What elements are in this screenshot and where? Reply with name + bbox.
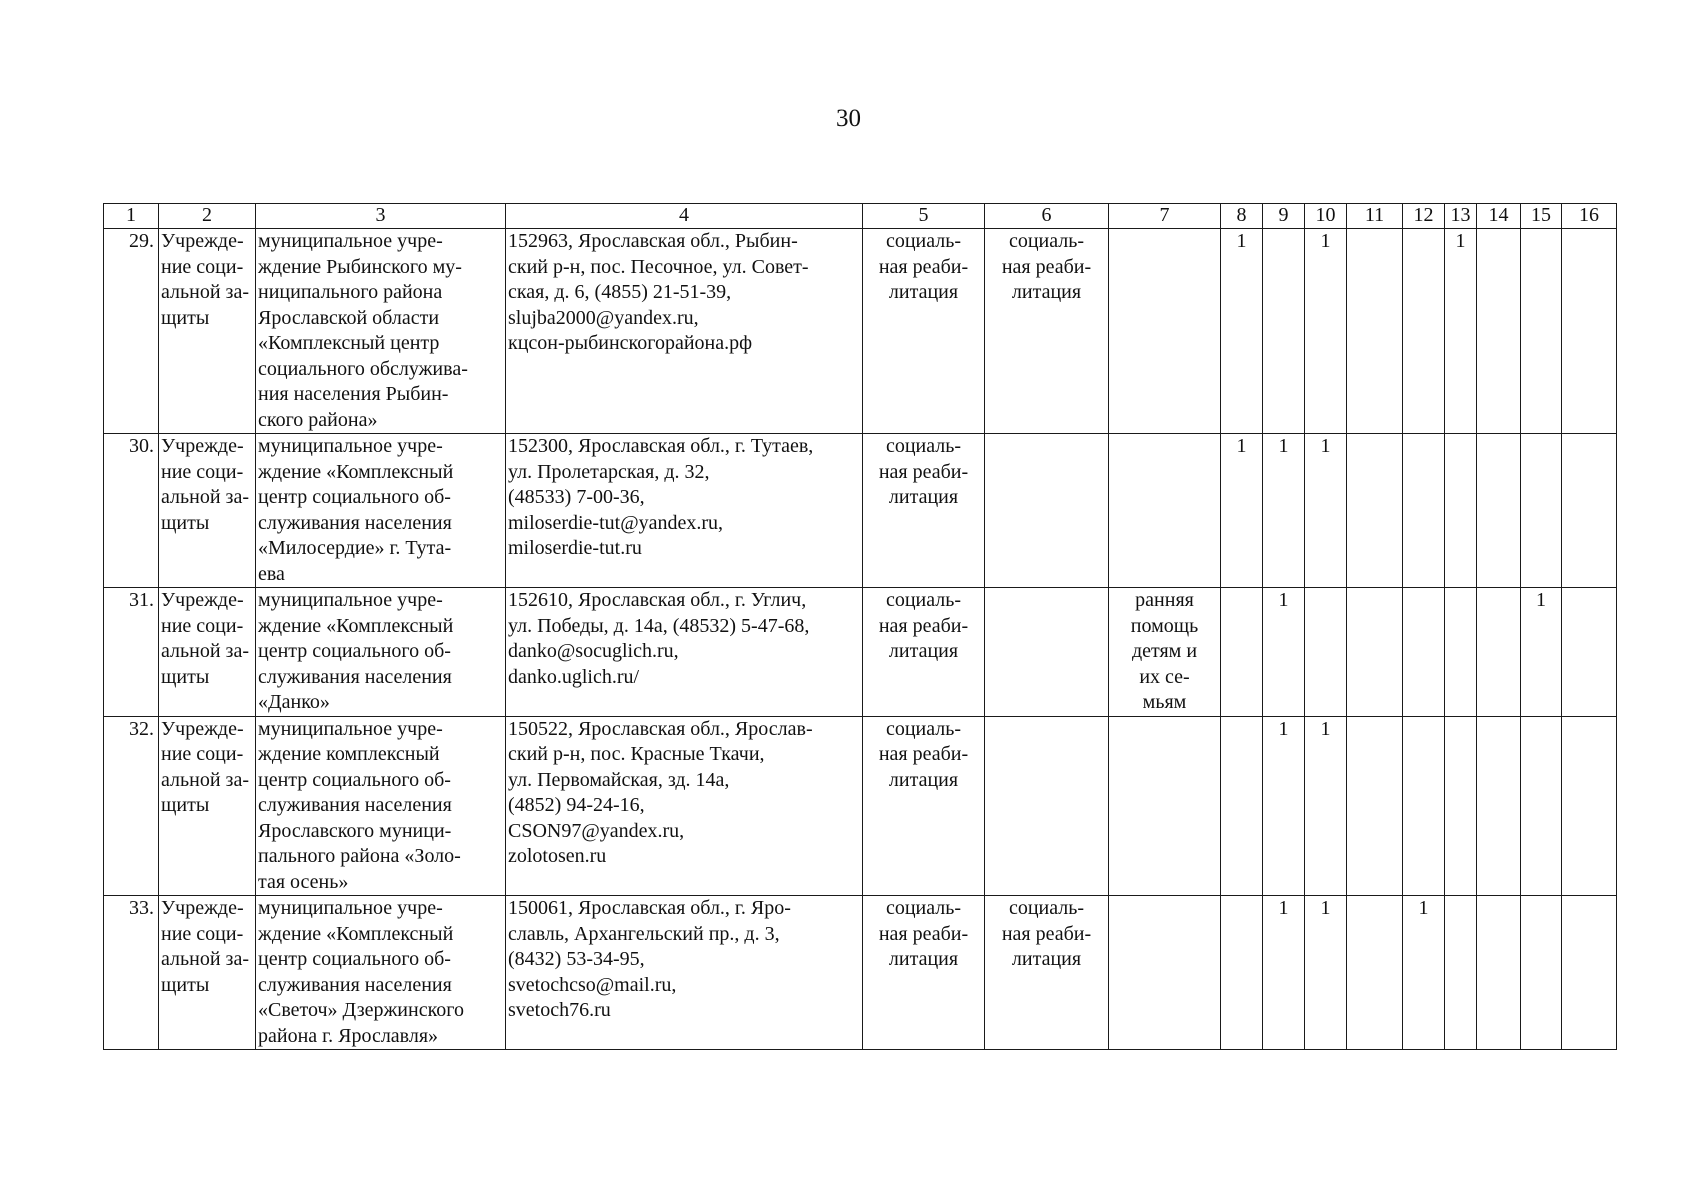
flag-cell: [1221, 716, 1263, 896]
flag-cell: [1445, 896, 1477, 1050]
header-cell: 7: [1109, 204, 1221, 229]
flag-cell: 1: [1445, 229, 1477, 434]
service-cell: социаль- ная реаби- литация: [863, 896, 985, 1050]
flag-cell: [1521, 434, 1562, 588]
header-cell: 16: [1562, 204, 1617, 229]
flag-cell: [1221, 588, 1263, 717]
flag-cell: 1: [1221, 434, 1263, 588]
service-cell: социаль- ная реаби- литация: [863, 588, 985, 717]
flag-cell: 1: [1263, 588, 1305, 717]
table-row: [104, 588, 1617, 717]
flag-cell: [1477, 434, 1521, 588]
flag-cell: [1521, 896, 1562, 1050]
flag-cell: [1562, 716, 1617, 896]
header-cell: 12: [1403, 204, 1445, 229]
service-cell: [1109, 434, 1221, 588]
service-cell: [985, 434, 1109, 588]
service-cell: социаль- ная реаби- литация: [863, 716, 985, 896]
address-cell: 152963, Ярославская обл., Рыбин- ский р-н, пос. Песочное, ул. Совет- ская, д. 6, (4855) 21-51-39, slujba2000@yandex.ru, кцсон-рыбинскогорайона.рф: [506, 229, 863, 434]
flag-cell: [1445, 588, 1477, 717]
table-header-row: [104, 204, 1617, 229]
service-cell: ранняя помощь детям и их се- мьям: [1109, 588, 1221, 717]
header-cell: 13: [1445, 204, 1477, 229]
flag-cell: 1: [1305, 896, 1347, 1050]
flag-cell: [1562, 896, 1617, 1050]
row-number-cell: 32.: [104, 716, 159, 896]
row-number-cell: 29.: [104, 229, 159, 434]
institution-type-cell: Учрежде- ние соци- альной за- щиты: [159, 588, 256, 717]
flag-cell: [1562, 434, 1617, 588]
flag-cell: 1: [1263, 716, 1305, 896]
flag-cell: [1445, 716, 1477, 896]
service-cell: [985, 588, 1109, 717]
address-cell: 152610, Ярославская обл., г. Углич, ул. Победы, д. 14а, (48532) 5-47-68, danko@socuglich.ru, danko.uglich.ru/: [506, 588, 863, 717]
flag-cell: [1347, 434, 1403, 588]
table-row: [104, 896, 1617, 1050]
institution-type-cell: Учрежде- ние соци- альной за- щиты: [159, 434, 256, 588]
header-cell: 10: [1305, 204, 1347, 229]
header-cell: 4: [506, 204, 863, 229]
service-cell: [1109, 896, 1221, 1050]
flag-cell: [1477, 716, 1521, 896]
flag-cell: [1221, 896, 1263, 1050]
flag-cell: [1347, 229, 1403, 434]
institutions-table: [103, 203, 1617, 1050]
flag-cell: [1347, 588, 1403, 717]
service-cell: социаль- ная реаби- литация: [863, 434, 985, 588]
flag-cell: 1: [1521, 588, 1562, 717]
flag-cell: [1403, 229, 1445, 434]
flag-cell: [1347, 896, 1403, 1050]
flag-cell: 1: [1221, 229, 1263, 434]
institution-name-cell: муниципальное учре- ждение «Комплексный центр социального об- служивания населения «Светоч» Дзержинского района г. Ярославля»: [256, 896, 506, 1050]
header-cell: 3: [256, 204, 506, 229]
table-row: [104, 434, 1617, 588]
service-cell: [1109, 716, 1221, 896]
table-row: [104, 229, 1617, 434]
institution-name-cell: муниципальное учре- ждение «Комплексный центр социального об- служивания населения «Данко»: [256, 588, 506, 717]
flag-cell: [1403, 716, 1445, 896]
flag-cell: [1305, 588, 1347, 717]
flag-cell: 1: [1263, 434, 1305, 588]
header-cell: 15: [1521, 204, 1562, 229]
flag-cell: [1347, 716, 1403, 896]
institution-type-cell: Учрежде- ние соци- альной за- щиты: [159, 896, 256, 1050]
service-cell: [985, 716, 1109, 896]
service-cell: социаль- ная реаби- литация: [985, 896, 1109, 1050]
flag-cell: 1: [1403, 896, 1445, 1050]
header-cell: 8: [1221, 204, 1263, 229]
institution-type-cell: Учрежде- ние соци- альной за- щиты: [159, 229, 256, 434]
service-cell: социаль- ная реаби- литация: [863, 229, 985, 434]
page-number: 30: [836, 105, 861, 132]
flag-cell: 1: [1305, 716, 1347, 896]
flag-cell: [1521, 229, 1562, 434]
flag-cell: 1: [1305, 229, 1347, 434]
flag-cell: [1445, 434, 1477, 588]
flag-cell: [1403, 588, 1445, 717]
flag-cell: 1: [1305, 434, 1347, 588]
header-cell: 9: [1263, 204, 1305, 229]
flag-cell: [1403, 434, 1445, 588]
service-cell: социаль- ная реаби- литация: [985, 229, 1109, 434]
service-cell: [1109, 229, 1221, 434]
institution-name-cell: муниципальное учре- ждение комплексный центр социального об- служивания населения Ярославского муници- пального района «Золо- тая осень»: [256, 716, 506, 896]
row-number-cell: 31.: [104, 588, 159, 717]
address-cell: 150522, Ярославская обл., Ярослав- ский р-н, пос. Красные Ткачи, ул. Первомайская, зд. 14а, (4852) 94-24-16, CSON97@yandex.ru, zolotosen.ru: [506, 716, 863, 896]
institution-type-cell: Учрежде- ние соци- альной за- щиты: [159, 716, 256, 896]
flag-cell: [1562, 229, 1617, 434]
table-row: [104, 716, 1617, 896]
institution-name-cell: муниципальное учре- ждение Рыбинского му- ниципального района Ярославской области «Комплексный центр социального обслужива- ния населения Рыбин- ского района»: [256, 229, 506, 434]
header-cell: 2: [159, 204, 256, 229]
header-cell: 1: [104, 204, 159, 229]
institution-name-cell: муниципальное учре- ждение «Комплексный центр социального об- служивания населения «Милосердие» г. Тута- ева: [256, 434, 506, 588]
header-cell: 6: [985, 204, 1109, 229]
flag-cell: [1521, 716, 1562, 896]
row-number-cell: 30.: [104, 434, 159, 588]
flag-cell: [1562, 588, 1617, 717]
address-cell: 152300, Ярославская обл., г. Тутаев, ул. Пролетарская, д. 32, (48533) 7-00-36, miloserdie-tut@yandex.ru, miloserdie-tut.ru: [506, 434, 863, 588]
flag-cell: 1: [1263, 896, 1305, 1050]
header-cell: 14: [1477, 204, 1521, 229]
flag-cell: [1263, 229, 1305, 434]
row-number-cell: 33.: [104, 896, 159, 1050]
header-cell: 5: [863, 204, 985, 229]
flag-cell: [1477, 896, 1521, 1050]
header-cell: 11: [1347, 204, 1403, 229]
address-cell: 150061, Ярославская обл., г. Яро- славль, Архангельский пр., д. 3, (8432) 53-34-95, svetochcso@mail.ru, svetoch76.ru: [506, 896, 863, 1050]
flag-cell: [1477, 229, 1521, 434]
flag-cell: [1477, 588, 1521, 717]
